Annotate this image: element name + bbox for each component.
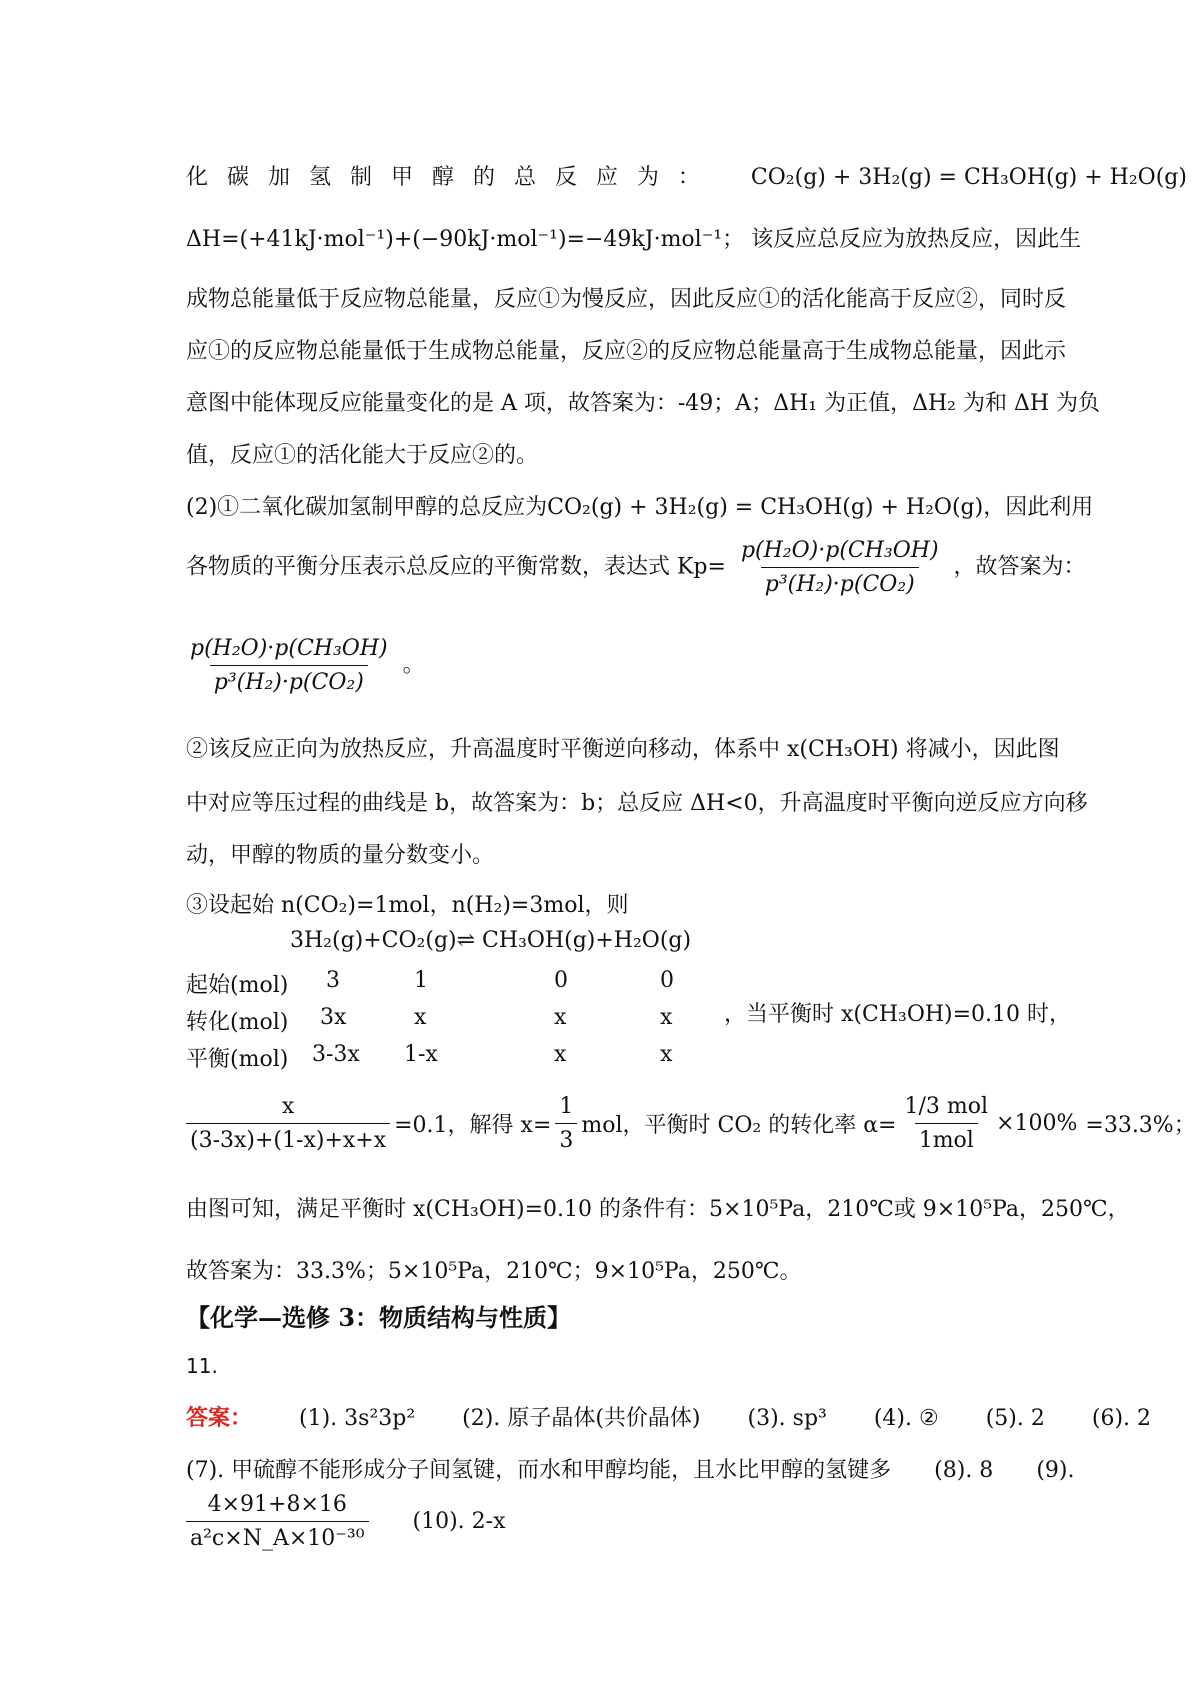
answer-1: (1). 3s²3p²	[299, 1406, 416, 1431]
answer-2: (2). 原子晶体(共价晶体)	[462, 1406, 701, 1431]
row-label: 平衡(mol)	[186, 1047, 289, 1072]
cell: 3x	[320, 1005, 347, 1030]
x-value-numerator: 1	[559, 1094, 574, 1119]
cell: x	[554, 1042, 567, 1067]
line-7-equation: CO₂(g) + 3H₂(g) = CH₃OH(g) + H₂O(g)	[547, 495, 984, 520]
kp-fraction	[737, 538, 943, 597]
text-line-13: ③设起始 n(CO₂)=1mol，n(H₂)=3mol，则	[186, 893, 629, 918]
cell: 3-3x	[312, 1042, 360, 1067]
kp-answer-numerator: p(H₂O)·p(CH₃OH)	[190, 636, 388, 661]
kp-numerator: p(H₂O)·p(CH₃OH)	[740, 538, 939, 563]
conversion-denominator: 1mol	[915, 1123, 978, 1153]
answer-4: (4). ②	[873, 1406, 939, 1431]
kp-denominator: p³(H₂)·p(CO₂)	[761, 567, 919, 597]
line-7-text-a: (2)①二氧化碳加氢制甲醇的总反应为	[186, 495, 548, 520]
cell: 0	[554, 968, 568, 993]
cell: x	[660, 1042, 673, 1067]
answer-9: (9).	[1036, 1458, 1075, 1483]
text-line-11: 中对应等压过程的曲线是 b，故答案为：b；总反应 ΔH<0，升高温度时平衡向逆反应方向移	[186, 791, 1088, 816]
section-heading: 【化学—选修 3：物质结构与性质】	[186, 1303, 572, 1332]
line-14-text-d: =33.3%；	[1085, 1113, 1196, 1138]
cell: 3	[326, 968, 340, 993]
text-line-15: 由图可知，满足平衡时 x(CH₃OH)=0.10 的条件有：5×10⁵Pa，210℃或 9×10⁵Pa，250℃，	[186, 1197, 1130, 1222]
answer-line-2	[186, 1456, 1074, 1486]
cell: x	[660, 1005, 673, 1030]
cell: 0	[660, 968, 674, 993]
answer-line-3	[186, 1492, 506, 1551]
line-8-text-b: ，故答案为：	[953, 554, 1086, 580]
line-7-text-b: ，因此利用	[983, 495, 1094, 520]
line-14-text-b: mol，平衡时 CO₂ 的转化率 α=	[581, 1113, 897, 1138]
answer-3: (3). sp³	[747, 1406, 827, 1431]
mole-fraction-denominator: (3-3x)+(1-x)+x+x	[186, 1123, 390, 1153]
answer-7: (7). 甲硫醇不能形成分子间氢键，而水和甲醇均能，且水比甲醇的氢键多	[186, 1458, 892, 1483]
x-value-fraction	[555, 1094, 577, 1153]
cell: x	[554, 1005, 567, 1030]
line-9-end: 。	[402, 652, 425, 678]
text-line-5: 意图中能体现反应能量变化的是 A 项，故答案为：-49；A；ΔH₁ 为正值，ΔH₂ 为和 ΔH 为负	[186, 391, 1101, 416]
text-line-4: 应①的反应物总能量低于生成物总能量，反应②的反应物总能量高于生成物总能量，因此示	[186, 339, 1067, 364]
text-line-16: 故答案为：33.3%；5×10⁵Pa，210℃；9×10⁵Pa，250℃。	[186, 1259, 802, 1284]
text-line-9	[186, 636, 425, 695]
reaction-table-header: 3H₂(g)+CO₂(g)⇌ CH₃OH(g)+H₂O(g)	[290, 928, 692, 953]
density-fraction	[186, 1492, 369, 1551]
question-number: 11.	[186, 1354, 218, 1378]
text-line-8	[186, 538, 1086, 597]
text-line-10: ②该反应正向为放热反应，升高温度时平衡逆向移动，体系中 x(CH₃OH) 将减小，因此图	[186, 737, 1060, 762]
text-line-1	[186, 163, 1187, 193]
line-14-text-c: ×100%	[996, 1111, 1078, 1136]
line-1-equation: CO₂(g) + 3H₂(g) = CH₃OH(g) + H₂O(g)	[750, 165, 1187, 190]
density-denominator: a²c×N_A×10⁻³⁰	[186, 1521, 369, 1551]
conversion-fraction	[901, 1094, 993, 1153]
mole-fraction-expression	[186, 1094, 390, 1153]
text-line-3: 成物总能量低于反应物总能量，反应①为慢反应，因此反应①的活化能高于反应②，同时反	[186, 287, 1067, 312]
answer-label: 答案：	[186, 1405, 253, 1431]
cell: 1-x	[404, 1042, 438, 1067]
kp-answer-denominator: p³(H₂)·p(CO₂)	[210, 665, 368, 695]
answer-6: (6). 2	[1091, 1406, 1152, 1431]
line-2-text: 该反应总反应为放热反应，因此生	[751, 227, 1082, 252]
conversion-numerator: 1/3 mol	[904, 1094, 989, 1119]
line-2-equation: ΔH=(+41kJ·mol⁻¹)+(−90kJ·mol⁻¹)=−49kJ·mol⁻¹；	[186, 227, 745, 252]
kp-answer-fraction	[186, 636, 392, 695]
mole-fraction-numerator: x	[281, 1094, 295, 1119]
row-label: 转化(mol)	[186, 1010, 289, 1035]
x-value-denominator: 3	[555, 1123, 577, 1153]
line-1-text: 化 碳 加 氢 制 甲 醇 的 总 反 应 为 ：	[186, 165, 706, 190]
answer-10: (10). 2-x	[412, 1509, 506, 1534]
text-line-6: 值，反应①的活化能大于反应②的。	[186, 443, 539, 468]
line-14-text-a: =0.1，解得 x=	[394, 1113, 552, 1138]
text-line-7	[186, 493, 1093, 523]
answer-8: (8). 8	[934, 1458, 994, 1483]
text-line-12: 动，甲醇的物质的量分数变小。	[186, 843, 495, 868]
density-numerator: 4×91+8×16	[207, 1492, 347, 1517]
reaction-table-side-text: ，当平衡时 x(CH₃OH)=0.10 时，	[724, 1002, 1072, 1027]
line-8-text-a: 各物质的平衡分压表示总反应的平衡常数，表达式 Kp=	[186, 554, 726, 580]
answer-line-1	[186, 1403, 1151, 1434]
text-line-2	[186, 225, 1081, 255]
answer-5: (5). 2	[985, 1406, 1045, 1431]
row-label: 起始(mol)	[186, 973, 289, 998]
cell: x	[414, 1005, 427, 1030]
cell: 1	[414, 968, 428, 993]
text-line-14	[186, 1094, 1196, 1153]
